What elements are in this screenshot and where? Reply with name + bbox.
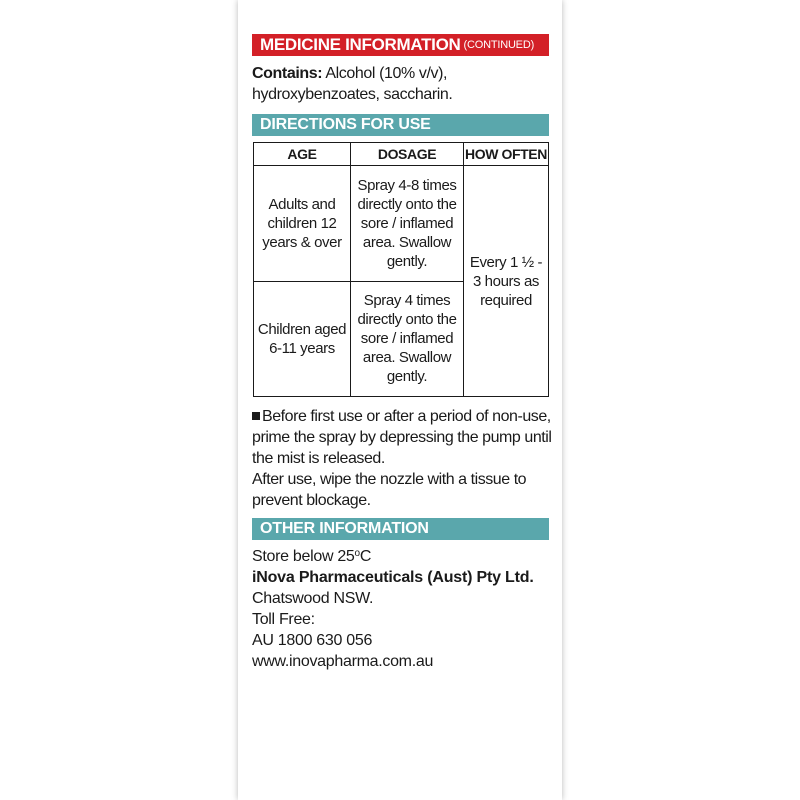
company-address: Chatswood NSW.: [252, 590, 374, 607]
website: www.inovapharma.com.au: [252, 653, 434, 670]
storage-text: Store below 25$^o$C: [252, 548, 372, 565]
column-header-how-often: HOW OFTEN: [464, 143, 549, 166]
cleaning-note: After use, wipe the nozzle with a tissue to prevent blockage.: [252, 471, 527, 509]
column-header-dosage: DOSAGE: [351, 143, 464, 166]
header-continued: (CONTINUED): [463, 39, 535, 51]
priming-note-text: Before first use or after a period of non-use, prime the spray by depressing the pump until the mist is released.: [252, 408, 552, 467]
how-often-cell: Every 1 ½ - 3 hours as required: [464, 166, 549, 397]
column-header-age: AGE: [254, 143, 351, 166]
contains-section: [252, 63, 552, 105]
table-row: [254, 166, 549, 282]
dosage-cell: Spray 4 times directly onto the sore / inflamed area. Swallow gently.: [351, 281, 464, 397]
phone-number: AU 1800 630 056: [252, 632, 373, 649]
age-cell: Children aged 6-11 years: [254, 281, 351, 397]
other-information-header: OTHER INFORMATION: [252, 518, 549, 540]
bullet-square-icon: [252, 412, 260, 420]
age-cell: Adults and children 12 years & over: [254, 166, 351, 282]
contains-label: Contains:: [252, 65, 323, 82]
table-header-row: [254, 143, 549, 166]
priming-note: [252, 406, 552, 469]
contains-text: Alcohol (10% v/v), hydroxybenzoates, saccharin.: [252, 65, 453, 103]
other-information-section: [252, 546, 552, 672]
toll-free-label: Toll Free:: [252, 611, 315, 628]
directions-header: DIRECTIONS FOR USE: [252, 114, 549, 136]
degree-symbol: o: [354, 548, 360, 559]
directions-table: [253, 142, 549, 397]
header-title: MEDICINE INFORMATION: [260, 35, 461, 54]
usage-notes: [252, 406, 552, 511]
company-name: iNova Pharmaceuticals (Aust) Pty Ltd.: [252, 569, 534, 586]
dosage-cell: Spray 4-8 times directly onto the sore / inflamed area. Swallow gently.: [351, 166, 464, 282]
medicine-information-header: [252, 34, 549, 56]
